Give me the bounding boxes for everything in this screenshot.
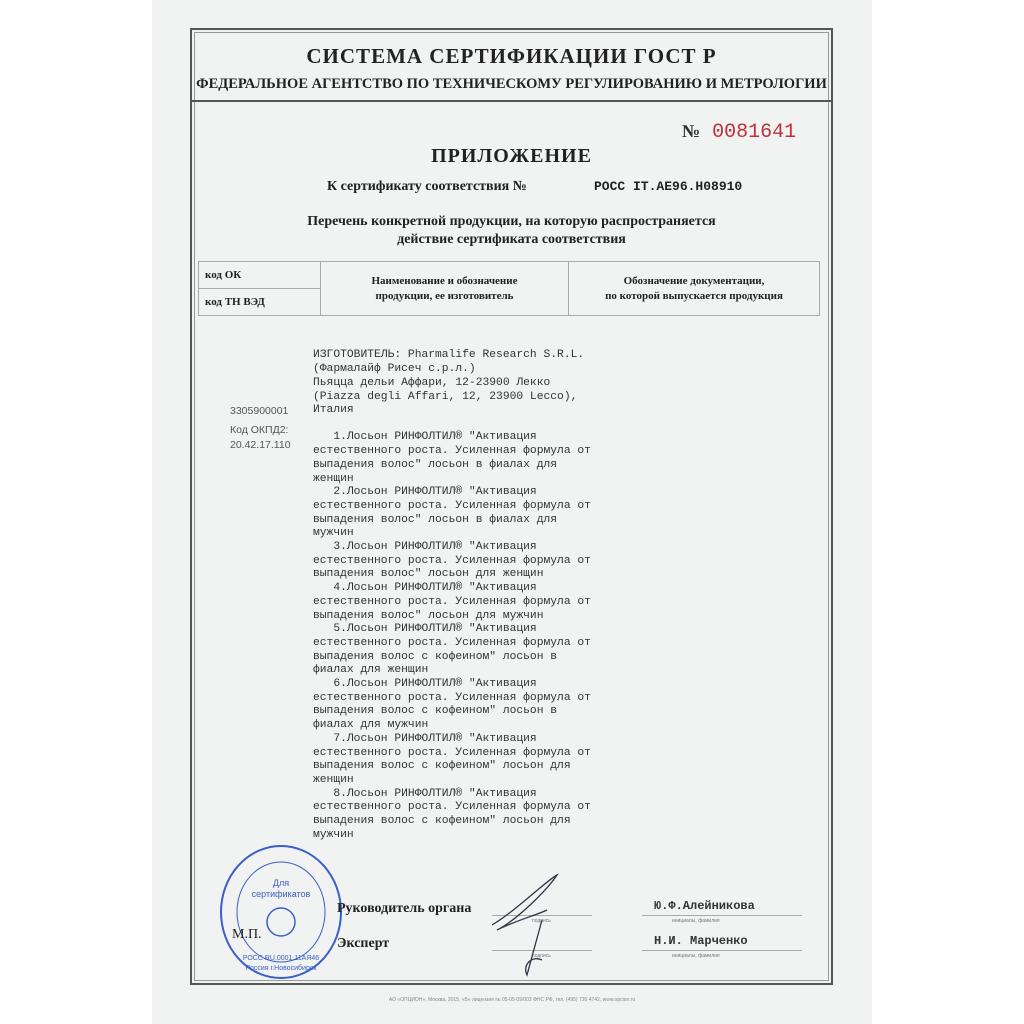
list-item: 6.Лосьон РИНФОЛТИЛ® "Активация естественного роста. Усиленная формула от выпадения волос с кофеином" лосьон в фиалах для мужчин [313,678,591,732]
svg-text:Для: Для [272,878,290,888]
list-item: 3.Лосьон РИНФОЛТИЛ® "Активация естественного роста. Усиленная формула от выпадения волос" лосьон для женщин [313,541,591,581]
list-item: 4.Лосьон РИНФОЛТИЛ® "Активация естественного роста. Усиленная формула от выпадения волос" лосьон для мужчин [313,582,591,622]
system-title: СИСТЕМА СЕРТИФИКАЦИИ ГОСТ Р [306,44,717,68]
footer-imprint: АО «ОПЦИОН», Москва, 2015, «Б» лицензия № 05-05-09/003 ФНС РФ, тел. (495) 726 4742, www.opcion.ru [388,997,636,1003]
svg-text:Россия г.Новосибирск: Россия г.Новосибирск [245,965,317,972]
head-name: Ю.Ф.Алейникова [654,899,755,913]
form-number: № 0081641 [682,121,797,144]
list-item: 1.Лосьон РИНФОЛТИЛ® "Активация естественного роста. Усиленная формула от выпадения волос" лосьон в фиалах для женщин [313,431,591,485]
header-table: код ОК Наименование и обозначение продукции, ее изготовитель Обозначение документации, по которой выпускается продукция код ТН ВЭД [198,261,820,316]
product-list [313,404,591,870]
certificate-frame: СИСТЕМА СЕРТИФИКАЦИИ ГОСТ Р ФЕДЕРАЛЬНОЕ АГЕНТСТВО ПО ТЕХНИЧЕСКОМУ РЕГУЛИРОВАНИЮ И МЕТРОЛОГИИ № 0081641 ПРИЛОЖЕНИЕ К сертификату соответствия № РОСС IT.АЕ96.Н08910 Перечень конкретной продукции, на которую распространяется действие сертификата соответствия код ОК Наименование и обозначение продукции, ее изготовитель Обозначение документации, по которой выпускается продукция код ТН ВЭД ИЗГОТОВИТЕЛЬ: Pharmalife Research S.R.L. (Фармалайф Рисеч с.р.л.) Пьяцца дельи Аффари, 12-23900 Лекко (Piazza degli Affari, 12, 23900 Lecco), Италия 3305900001 Код ОКПД2: 20.42.17.110 1.Лосьон РИНФОЛТИЛ® "Активация естественного роста. Усиленная формула от выпадения волос" лосьон в фиалах для женщин 2.Лосьон РИНФОЛТИЛ® "Активация естественного роста. Усиленная формула от выпадения волос" лосьон в фиалах для мужчин 3.Лосьон РИНФОЛТИЛ® "Активация естественного роста. Усиленная формула от выпадения волос" лосьон для женщин 4.Лосьон РИНФОЛТИЛ® "Активация естественного роста. Усиленная формула от выпадения волос" лосьон для мужчин 5.Лосьон РИНФОЛТИЛ® "Активация естественного роста. Усиленная формула от выпадения волос с кофеином" лосьон в фиалах для женщин 6.Лосьон РИНФОЛТИЛ® "Активация естественного роста. Усиленная формула от выпадения волос с кофеином" лосьон в фиалах для мужчин 7.Лосьон РИНФОЛТИЛ® "Активация естественного роста. Усиленная формула от выпадения волос с кофеином" лосьон для женщин 8.Лосьон РИНФОЛТИЛ® "Активация естественного роста. Усиленная формула от выпадения волос с кофеином" лосьон для мужчин Для сертификатов РОСС RU.0001.11АЯ46 Россия г.Новосибирск М.П. Руководитель органа Эксперт подпись подпись Ю.Ф.Алейникова Н.И. Марченко инициалы, фамилия инициалы, фамилия [190,28,833,985]
page-title: ПРИЛОЖЕНИЕ [431,145,592,167]
list-item: 8.Лосьон РИНФОЛТИЛ® "Активация естественного роста. Усиленная формула от выпадения волос с кофеином" лосьон для мужчин [313,787,591,841]
stamp-seal [216,842,346,982]
cert-label: К сертификату соответствия № [327,179,527,194]
svg-text:сертификатов: сертификатов [251,889,311,899]
expert-label: Эксперт [337,936,390,951]
agency-title: ФЕДЕРАЛЬНОЕ АГЕНТСТВО ПО ТЕХНИЧЕСКОМУ РЕГУЛИРОВАНИЮ И МЕТРОЛОГИИ [196,76,827,92]
list-item: 7.Лосьон РИНФОЛТИЛ® "Активация естественного роста. Усиленная формула от выпадения волос с кофеином" лосьон для женщин [313,732,591,786]
signature-image [487,870,577,980]
head-label: Руководитель органа [337,901,472,916]
list-item: 2.Лосьон РИНФОЛТИЛ® "Активация естественного роста. Усиленная формула от выпадения волос" лосьон в фиалах для мужчин [313,486,591,540]
mp-label: М.П. [232,927,262,942]
header [192,30,831,102]
expert-name: Н.И. Марченко [654,934,748,948]
svg-text:РОСС RU.0001.11АЯ46: РОСС RU.0001.11АЯ46 [242,955,320,962]
manufacturer: ИЗГОТОВИТЕЛЬ: Pharmalife Research S.R.L. (Фармалайф Рисеч с.р.л.) Пьяцца дельи Аффари, 12-23900 Лекко (Piazza degli Affari, 12, 23900 Lecco), Италия [313,349,585,417]
cert-number: РОСС IT.АЕ96.Н08910 [594,179,743,194]
codes: 3305900001 Код ОКПД2: 20.42.17.110 [230,405,291,451]
list-title: Перечень конкретной продукции, на которую распространяется действие сертификата соответствия [307,214,716,247]
list-item: 5.Лосьон РИНФОЛТИЛ® "Активация естественного роста. Усиленная формула от выпадения волос с кофеином" лосьон в фиалах для женщин [313,623,591,677]
